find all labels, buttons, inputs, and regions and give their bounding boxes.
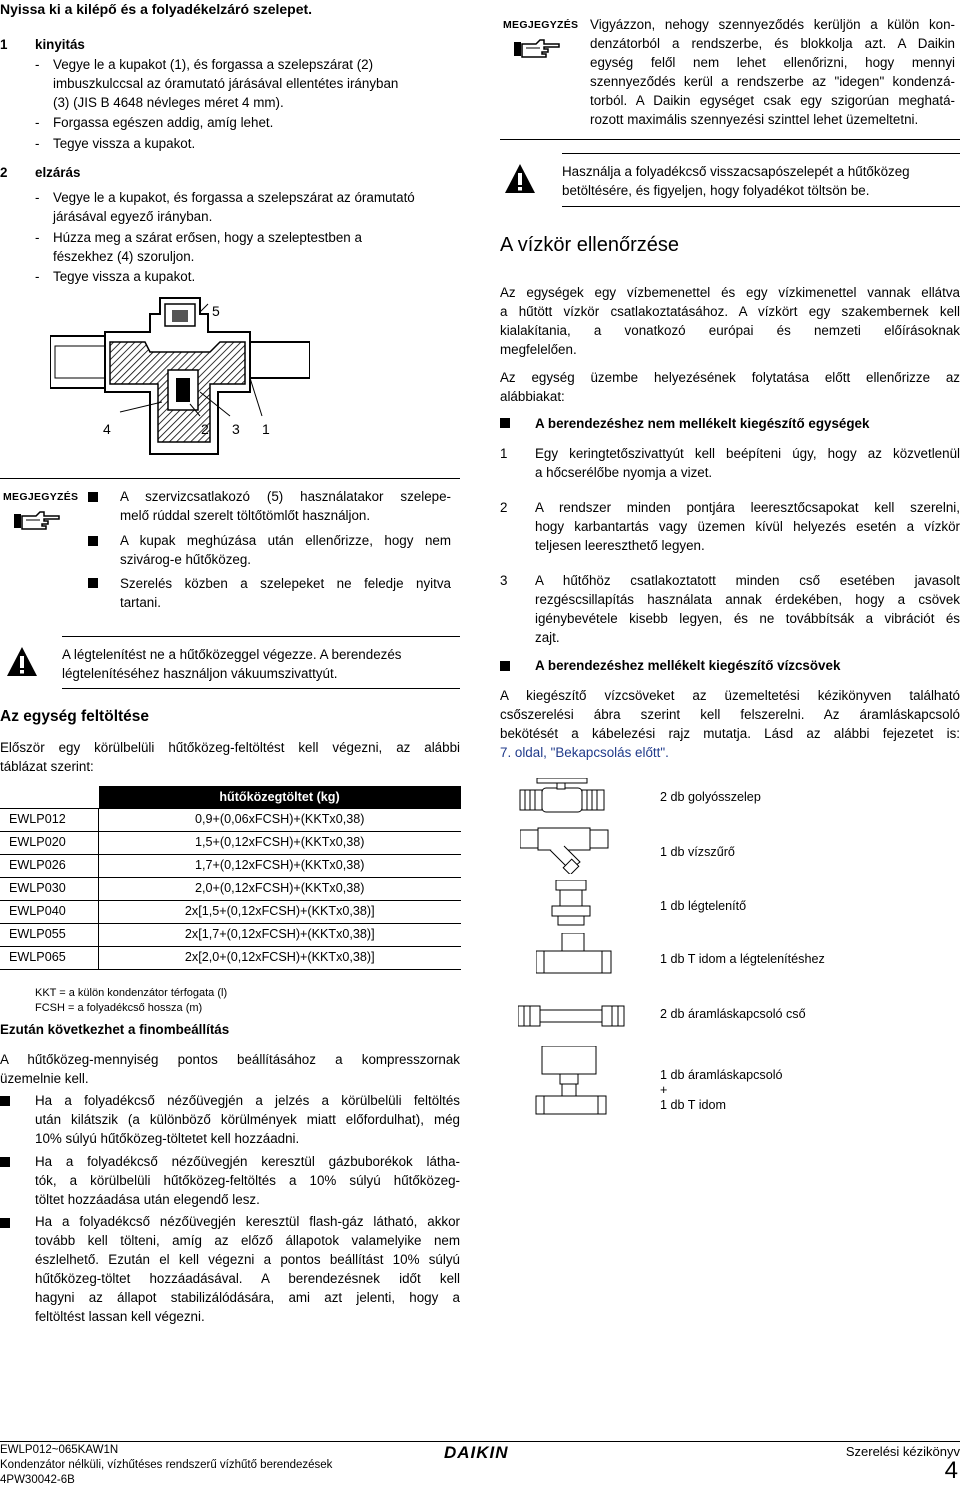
formula-cell: 2x[2,0+(0,12xFCSH)+(KKTx0,38)] [99, 947, 461, 970]
formula-cell: 1,5+(0,12xFCSH)+(KKTx0,38) [99, 832, 461, 855]
water-para-3-line-1: A kiegészítő vízcsöveket az üzemeltetési kézikönyven található [500, 688, 960, 703]
fine-item-3-line-2: tovább kell tölteni, amíg az előző állapotok valamelyike nem [35, 1233, 460, 1248]
warning-rule-bottom [62, 688, 460, 689]
note-label: MEGJEGYZÉS [3, 491, 79, 503]
fine-bullet-1 [0, 1096, 10, 1106]
right-warning-icon [503, 162, 537, 202]
step-2-item-2-dash: - [35, 230, 40, 245]
sub1-bullet [500, 418, 510, 428]
fine-item-3-line-3: észlelhető. Ezután el kell végezni a pontos beállítást 10% súlyú [35, 1252, 460, 1267]
right-note-line-2: denzátorból a rendszerbe, és blokkolja azt. A Daikin [590, 36, 955, 51]
step-1-item-1-line-2: imbuszkulccsal az óramutató járásával ellentétes irányban [53, 76, 399, 91]
right-note-rule-bottom [500, 139, 960, 140]
ball-valve-icon [515, 778, 625, 824]
numbered-3-num: 3 [500, 573, 508, 588]
table-row [0, 901, 461, 924]
sub2-bullet [500, 661, 510, 671]
formula-cell: 2,0+(0,12xFCSH)+(KKTx0,38) [99, 878, 461, 901]
table-row [0, 924, 461, 947]
step-1-item-2: Forgassa egészen addig, amíg lehet. [53, 115, 274, 130]
right-note-line-4: szennyeződés kerül a rendszerbe az "idegen" kondenzá- [590, 74, 955, 89]
note-item-3-line-2: tartani. [120, 595, 161, 610]
valve-figure [50, 292, 310, 467]
note-hand-icon [14, 508, 60, 536]
right-warning-line-2: betöltésére, és figyeljen, hogy folyadékot töltsön be. [562, 183, 870, 198]
accessory-water-filter: 1 db vízszűrő [660, 845, 735, 859]
figure-label-1: 1 [262, 421, 270, 437]
table-row [0, 947, 461, 970]
step-1-number: 1 [0, 37, 8, 52]
footer-manual-title: Szerelési kézikönyv [845, 1444, 960, 1459]
step-2-item-2-line-2: fészekhez (4) szoruljon. [53, 249, 195, 264]
numbered-1-line-2: a hőcserélőbe nyomja a vizet. [535, 465, 713, 480]
before-startup-link[interactable]: 7. oldal, "Bekapcsolás előtt". [500, 745, 669, 760]
fine-bullet-3 [0, 1218, 10, 1228]
fine-item-2-line-1: Ha a folyadékcső nézőüvegjén keresztül gázbuborékok látha- [35, 1154, 460, 1169]
water-para-1-line-4: megfelelően. [500, 342, 577, 357]
flow-switch-icon [532, 1046, 612, 1124]
refrigerant-table [0, 786, 461, 970]
right-note-line-3: egység felől nem lehet ellenőrizni, hogy mennyi [590, 55, 955, 70]
accessory-ball-valve: 2 db golyósszelep [660, 790, 761, 804]
water-para-1-line-2: a hűtött vízkör csatlakoztatásához. A vízkört egy szakembernek kell [500, 304, 960, 319]
model-cell: EWLP012 [0, 809, 99, 832]
legend-fcsh: FCSH = a folyadékcső hossza (m) [35, 1002, 203, 1014]
note-item-3-line-1: Szerelés közben a szelepeket ne feledje nyitva [120, 576, 451, 591]
numbered-3-line-3: igénybevétele kisebb legyen, és ne továbbítsák a vibrációt és [535, 611, 960, 626]
note-item-1-line-1: A szervizcsatlakozó (5) használatakor szelepe- [120, 489, 451, 504]
right-warning-rule-bottom [562, 206, 960, 207]
note-bullet-2 [88, 536, 98, 546]
fine-bullet-2 [0, 1157, 10, 1167]
note-item-2-line-2: szivárog-e hűtőközeg. [120, 552, 252, 567]
warning-line-2: légtelenítéséhez használjon vákuumszivattyút. [62, 666, 338, 681]
water-para-2-line-1: Az egység üzembe helyezésének folytatása előtt ellenőrizze az [500, 370, 960, 385]
charging-intro-line-2: táblázat szerint: [0, 759, 94, 774]
accessory-flow-switch: 1 db áramláskapcsoló [660, 1068, 783, 1082]
fine-item-3-line-4: hűtőközeg-töltet hozzáadásával. A berendezésnek időt kell [35, 1271, 460, 1286]
warning-line-1: A légtelenítést ne a hűtőközeggel végezze. A berendezés [62, 647, 402, 662]
model-cell: EWLP026 [0, 855, 99, 878]
fine-item-3-line-5: hagyni az állapot stabilizálódására, ami azt jelenti, hogy a [35, 1290, 460, 1305]
numbered-2-line-3: teljesen leereszthető legyen. [535, 538, 705, 553]
accessory-air-vent: 1 db légtelenítő [660, 899, 747, 913]
fine-tuning-title: Ezután következhet a finombeállítás [0, 1022, 230, 1037]
step-1-item-3-dash: - [35, 136, 40, 151]
air-vent-icon [548, 880, 598, 932]
step-1-item-1-line-1: Vegye le a kupakot (1), és forgassa a szelepszárat (2) [53, 57, 374, 72]
step-2-title: elzárás [35, 165, 81, 180]
fine-item-3-line-6: feltöltést lassan kell végezni. [35, 1309, 205, 1324]
step-2-number: 2 [0, 165, 8, 180]
note-item-1-line-2: melő rúddal szerelt töltőtömlőt használjon. [120, 508, 371, 523]
step-1-item-1-line-3: (3) (JIS B 4648 névleges méret 4 mm). [53, 95, 284, 110]
footer-description: Kondenzátor nélküli, vízhűtéses rendszerű vízhűtő berendezések [0, 1459, 333, 1471]
daikin-logo: DAIKIN [444, 1443, 509, 1462]
note-rule-top [0, 478, 460, 479]
water-para-1-line-3: kialakítania, a vonatkozó európai és nemzeti előírásoknak [500, 323, 960, 338]
legend-kkt: KKT = a külön kondenzátor térfogata (l) [35, 987, 228, 999]
accessory-plus: + [660, 1083, 668, 1097]
note-bullet-3 [88, 578, 98, 588]
right-note-hand-icon [514, 36, 560, 64]
main-heading: Nyissa ki a kilépő és a folyadékelzáró szelepet. [0, 1, 313, 17]
accessory-t-piece: 1 db T idom [660, 1098, 727, 1112]
t-piece-icon [536, 933, 616, 989]
right-note-line-1: Vigyázzon, nehogy szennyeződés kerüljön a külön kon- [590, 17, 955, 32]
accessory-flow-switch-pipe: 2 db áramláskapcsoló cső [660, 1007, 806, 1021]
note-bullet-1 [88, 492, 98, 502]
fine-item-3-line-1: Ha a folyadékcső nézőüvegjén keresztül flash-gáz látható, akkor [35, 1214, 460, 1229]
warning-icon [5, 645, 39, 685]
footer-model: EWLP012~065KAW1N [0, 1444, 119, 1456]
numbered-3-line-1: A hűtőhöz csatlakoztatott minden cső esetében javasolt [535, 573, 960, 588]
fine-item-2-line-2: tók, a körülbelüli hűtőközeg-feltöltés a 10% súlyú hűtőközeg- [35, 1173, 460, 1188]
formula-cell: 2x[1,7+(0,12xFCSH)+(KKTx0,38)] [99, 924, 461, 947]
model-cell: EWLP030 [0, 878, 99, 901]
fine-item-1-line-2: után kilátszik (a különböző körülmények miatt előfordulhat), még [35, 1112, 460, 1127]
water-circuit-title: A vízkör ellenőrzése [500, 234, 679, 256]
numbered-1-num: 1 [500, 446, 508, 461]
step-1-item-1-dash: - [35, 57, 40, 72]
water-filter-icon [520, 822, 620, 880]
footer-doc-number: 4PW30042-6B [0, 1474, 75, 1486]
figure-label-4: 4 [103, 421, 111, 437]
valve-diagram-icon [50, 292, 310, 467]
model-cell: EWLP020 [0, 832, 99, 855]
fine-intro-line-1: A hűtőközeg-mennyiség pontos beállításához a kompresszornak [0, 1052, 460, 1067]
water-para-3-line-3: bekötését a kábelezési rajz mutatja. Lásd az alábbi fejezetet is: [500, 726, 960, 741]
right-warning-line-1: Használja a folyadékcső visszacsapószelepét a hűtőközeg [562, 164, 910, 179]
water-para-1-line-1: Az egységek egy vízbemenettel és egy vízkimenettel vannak ellátva [500, 285, 960, 300]
formula-cell: 1,7+(0,12xFCSH)+(KKTx0,38) [99, 855, 461, 878]
numbered-3-line-4: zajt. [535, 630, 560, 645]
numbered-2-line-1: A rendszer minden pontjára leeresztőcsapokat kell szerelni, [535, 500, 960, 515]
fine-item-1-line-1: Ha a folyadékcső nézőüvegjén a jelzés a körülbelüli feltöltés [35, 1093, 460, 1108]
sub1-title: A berendezéshez nem mellékelt kiegészítő egységek [535, 416, 870, 431]
fine-intro-line-2: üzemelnie kell. [0, 1071, 89, 1086]
right-note-line-6: rozott maximális szennyezési szinttel lehet üzemeltetni. [590, 112, 919, 127]
step-1-item-3: Tegye vissza a kupakot. [53, 136, 196, 151]
right-note-label: MEGJEGYZÉS [503, 19, 579, 31]
fine-item-1-line-3: 10% súlyú hűtőközeg-töltetet kell hozzáadni. [35, 1131, 300, 1146]
step-2-item-1-dash: - [35, 190, 40, 205]
water-para-2-line-2: alábbiakat: [500, 389, 565, 404]
model-cell: EWLP040 [0, 901, 99, 924]
numbered-2-num: 2 [500, 500, 508, 515]
page-number: 4 [944, 1457, 958, 1484]
formula-cell: 2x[1,5+(0,12xFCSH)+(KKTx0,38)] [99, 901, 461, 924]
table-row [0, 855, 461, 878]
step-1-title: kinyitás [35, 37, 85, 52]
sub2-title: A berendezéshez mellékelt kiegészítő vízcsövek [535, 658, 841, 673]
step-2-item-3: Tegye vissza a kupakot. [53, 269, 196, 284]
accessory-t-piece-vent: 1 db T idom a légtelenítéshez [660, 952, 825, 966]
water-para-3-line-2: csőszerelési ábra szerint kell felszerelni. Az áramláskapcsoló [500, 707, 960, 722]
footer-rule [0, 1441, 960, 1442]
fine-item-2-line-3: töltet hozzáadása után elegendő lesz. [35, 1192, 260, 1207]
formula-cell: 0,9+(0,06xFCSH)+(KKTx0,38) [99, 809, 461, 832]
numbered-2-line-2: hogy karbantartás vagy üzemen kívül helyezés esetén a vízkör [535, 519, 960, 534]
table-row [0, 832, 461, 855]
table-header: hűtőközegtöltet (kg) [99, 786, 461, 809]
flow-switch-pipe-icon [518, 996, 628, 1042]
numbered-3-line-2: rezgéscsillapítás használata annak érdekében, hogy a csövek [535, 592, 960, 607]
step-1-item-2-dash: - [35, 115, 40, 130]
warning-rule-top [62, 636, 460, 637]
step-2-item-3-dash: - [35, 269, 40, 284]
charging-section-title: Az egység feltöltése [0, 708, 150, 725]
note-item-2-line-1: A kupak meghúzása után ellenőrizze, hogy nem [120, 533, 451, 548]
right-note-line-5: torból. A Daikin egységet csak egy szigorúan meghatá- [590, 93, 955, 108]
charging-intro-line-1: Először egy körülbelüli hűtőközeg-feltöltést kell végezni, az alábbi [0, 740, 460, 755]
table-row [0, 809, 461, 832]
figure-label-2: 2 [201, 421, 209, 437]
table-row [0, 878, 461, 901]
model-cell: EWLP065 [0, 947, 99, 970]
step-2-item-1-line-2: járásával egyező irányban. [53, 209, 213, 224]
step-2-item-2-line-1: Húzza meg a szárat erősen, hogy a szeleptestben a [53, 230, 362, 245]
figure-label-3: 3 [232, 421, 240, 437]
step-2-item-1-line-1: Vegye le a kupakot, és forgassa a szelepszárat az óramutató [53, 190, 415, 205]
numbered-1-line-1: Egy keringtetőszivattyút kell beépíteni úgy, hogy az közvetlenül [535, 446, 960, 461]
figure-label-5: 5 [212, 303, 220, 319]
model-cell: EWLP055 [0, 924, 99, 947]
right-warning-rule-top [562, 153, 960, 154]
